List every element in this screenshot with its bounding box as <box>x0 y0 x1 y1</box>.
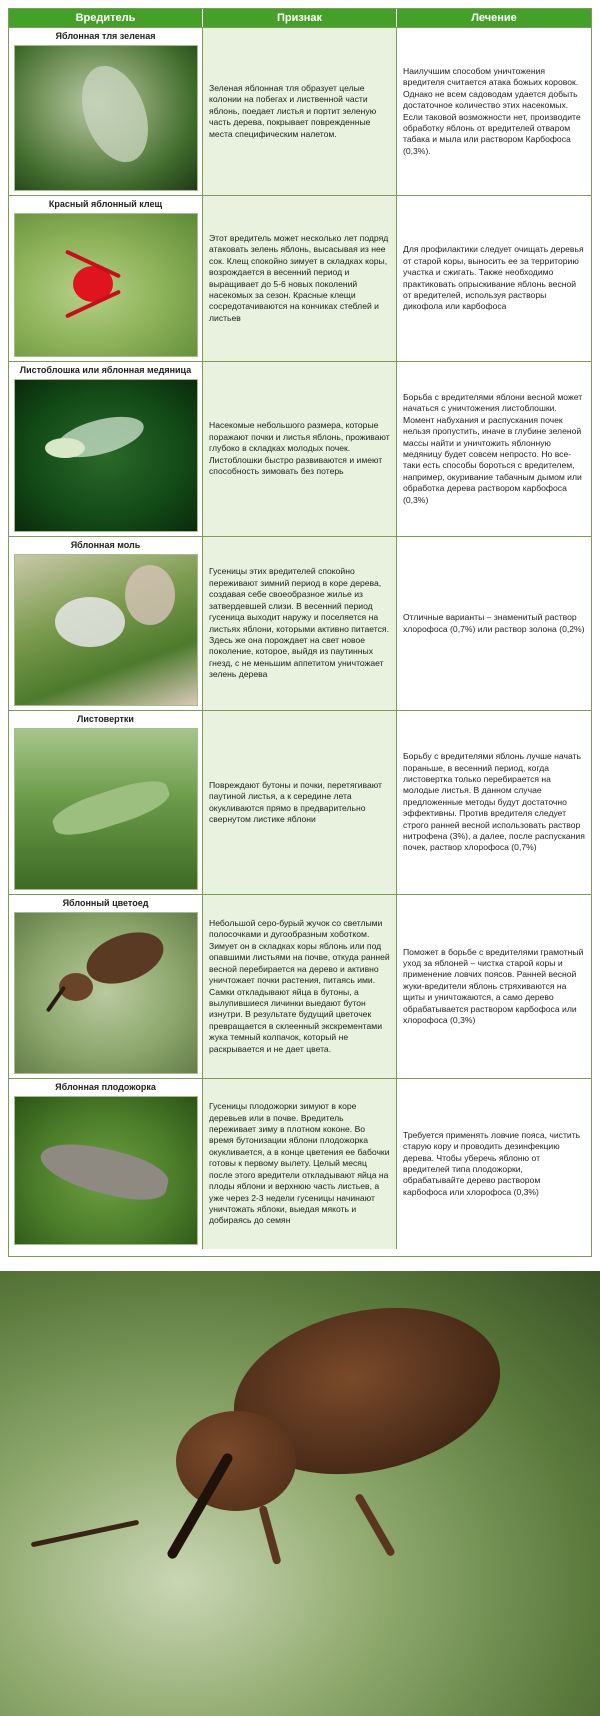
pest-name: Яблонная моль <box>70 540 141 550</box>
pest-name: Листовертки <box>77 714 134 724</box>
aphid-photo <box>14 45 198 192</box>
treatment-text: Борьба с вредителями яблони весной может начаться с уничтожения листоблошки. Момент набухания и распускания почек нельзя пропустить, иначе в глубине зеленой массы найти и уничтожить яблонную медяницу будет совсем непросто. Но все-таки есть способы бороться с вредителем, например, окуривание табачным дымом или обработка дерева раствором карбофоса (0,3%) <box>403 391 583 505</box>
psyllid-photo <box>14 379 198 533</box>
sign-text: Гусеницы этих вредителей спокойно переживают зимний период в коре дерева, создавая себе своеобразное жилье из затвердевшей слизи. В весенний период гусеница выходит наружу и поселяется на листьях яблони, которыми активно питается. Здесь же она порождает на свет новое поколение, которое, выйдя из паутинных гнезд, с не меньшим аппетитом уничтожает зелень дерева <box>209 566 389 680</box>
weevil-photo <box>14 912 198 1075</box>
pest-cell <box>9 28 203 195</box>
pest-name: Листоблошка или яблонная медяница <box>19 365 192 375</box>
leaf-roller-photo <box>14 728 198 891</box>
treatment-cell <box>397 537 591 710</box>
codling-moth-photo <box>14 1096 198 1246</box>
table-row <box>9 894 591 1078</box>
sign-text: Небольшой серо-бурый жучок со светлыми полосочками и дугообразным хоботком. Зимует он в складках коры яблонь или под опавшими листьями на почве, откуда ранней весной перебирается на дерево и активно уничтожает почки растения, питаясь ими. Самки откладывают яйца в бутоны, а вылупившиеся личинки выедают бутон изнутри. В результате будущий цветочек превращается в склеенный экскрементами жука темный колпачок, который не раскрывается и не дает цвета. <box>209 918 390 1054</box>
pest-cell <box>9 1079 203 1249</box>
sign-text: Зеленая яблонная тля образует целые колонии на побегах и лиственной части яблонь, поедает листья и портит зеленую часть дерева, покрывает поврежденные места специфическим налетом. <box>209 82 377 139</box>
table-row <box>9 1078 591 1249</box>
table-header <box>9 9 591 27</box>
sign-text: Гусеницы плодожорки зимуют в коре деревьев или в почве. Вредитель переживает зиму в плотном коконе. Во время бутонизации яблони плодожорка окукливается, а в конце цветения ее бабочки готовы к первому вылету. Целый месяц после этого вредители откладывают яйца на плоды яблони и верхнюю часть листьев, а уже через 2-3 недели гусеницы начинают уничтожать яблоки, выедая мякоть и добираясь до семян <box>209 1101 390 1226</box>
pest-cell <box>9 895 203 1078</box>
sign-cell <box>203 196 397 361</box>
sign-text: Этот вредитель может несколько лет подряд атаковать зелень яблонь, высасывая из нее сок. Клещ спокойно зимует в складках коры, возрождается в весенний период и выращивает до 5-6 новых поколений насекомых за сезон. Красные клещи сосредотачиваются на кончиках стеблей и листьев <box>209 232 389 323</box>
table-row <box>9 27 591 195</box>
pest-cell <box>9 537 203 710</box>
pests-table <box>8 8 592 1257</box>
treatment-cell <box>397 362 591 536</box>
sign-cell <box>203 1079 397 1249</box>
header-pest: Вредитель <box>9 9 203 27</box>
table-row <box>9 536 591 710</box>
pest-name: Красный яблонный клещ <box>48 199 163 209</box>
treatment-cell <box>397 895 591 1078</box>
sign-cell <box>203 362 397 536</box>
treatment-cell <box>397 28 591 195</box>
table-row <box>9 361 591 536</box>
header-treatment: Лечение <box>397 9 591 27</box>
pest-cell <box>9 196 203 361</box>
pest-name: Яблонная плодожорка <box>55 1082 156 1092</box>
treatment-text: Поможет в борьбе с вредителями грамотный уход за яблоней – чистка старой коры и применение ловчих поясов. Ранней весной жуки-вредители яблонь стряхиваются на щиты и уничтожаются, а само дерево обрабатывается раствором карбофоса или хлорофоса (0,3%) <box>403 946 584 1026</box>
table-row <box>9 195 591 361</box>
pest-cell <box>9 362 203 536</box>
sign-text: Повреждают бутоны и почки, перетягивают паутиной листья, а к середине лета окукливаются прямо в предварительно свернутом листике яблони <box>209 779 382 824</box>
treatment-text: Наилучшим способом уничтожения вредителя считается атака божьих коровок. Однако не всем садоводам удается добыть достаточное количество этих насекомых. Если таковой возможности нет, производите обработку яблонь от вредителей отваром табака и мыла или раствором Карбофоса (0,3%). <box>403 65 581 156</box>
sign-cell <box>203 28 397 195</box>
sign-cell <box>203 895 397 1078</box>
treatment-cell <box>397 196 591 361</box>
treatment-cell <box>397 1079 591 1249</box>
pest-name: Яблонный цветоед <box>62 898 149 908</box>
red-mite-photo <box>14 213 198 358</box>
header-sign: Признак <box>203 9 397 27</box>
treatment-text: Отличные варианты – знаменитый раствор хлорофоса (0,7%) или раствор золона (0,2%) <box>403 612 585 634</box>
sign-cell <box>203 537 397 710</box>
sign-cell <box>203 711 397 894</box>
table-row <box>9 710 591 894</box>
treatment-text: Требуется применять ловчие пояса, чистить старую кору и проводить дезинфекцию дерева. Чтобы уберечь яблоню от вредителей типа плодожорки, обрабатывайте дерево раствором карбофоса или хлорофоса (0,3%) <box>403 1129 581 1197</box>
pest-cell <box>9 711 203 894</box>
moth-nest-photo <box>14 554 198 707</box>
sign-text: Насекомые небольшого размера, которые поражают почки и листья яблонь, проживают глубоко в складках молодых почек. Листоблошки быстро развиваются и имеют способность зимовать без потерь <box>209 420 390 477</box>
pest-name: Яблонная тля зеленая <box>55 31 156 41</box>
treatment-cell <box>397 711 591 894</box>
treatment-text: Борьбу с вредителями яблонь лучше начать пораньше, в весенний период, когда листовертка только перебирается на молодые листья. В данном случае предложенные методы будут достаточно эффективны. Против вредителя следует строго ранней весной использовать раствор нитрофена (3%), а далее, после распускания почек, раствор хлорофоса (0,7%) <box>403 751 585 853</box>
weevil-large-photo <box>0 1271 600 1716</box>
treatment-text: Для профилактики следует очищать деревья от старой коры, выносить ее за территорию участка и сжигать. Также необходимо практиковать опрыскивание яблонь весной от вредителей, используя растворы дикофола или карбофоса <box>403 244 584 312</box>
